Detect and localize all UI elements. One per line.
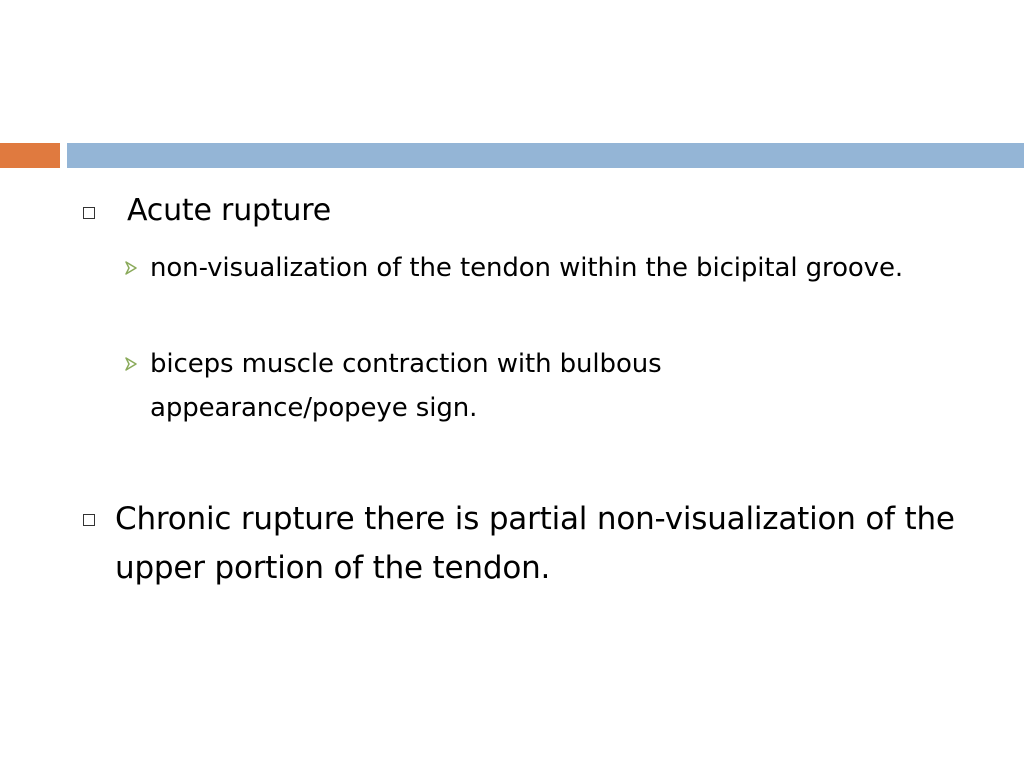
hollow-square-icon [83, 207, 95, 219]
bullet-chronic-rupture: Chronic rupture there is partial non-visualization of the upper portion of the tendon. [115, 501, 955, 586]
hollow-square-icon [83, 514, 95, 526]
bullet-acute-rupture: Acute rupture [127, 193, 331, 228]
sub-bullet-non-visualization: non-visualization of the tendon within the bicipital groove. [150, 253, 904, 283]
sub-bullet-popeye-sign: biceps muscle contraction with bulbous appearance/popeye sign. [150, 349, 662, 423]
arrowhead-icon [124, 357, 138, 371]
arrowhead-icon [124, 261, 138, 275]
accent-bar-orange [0, 143, 60, 168]
accent-bar-blue [67, 143, 1024, 168]
